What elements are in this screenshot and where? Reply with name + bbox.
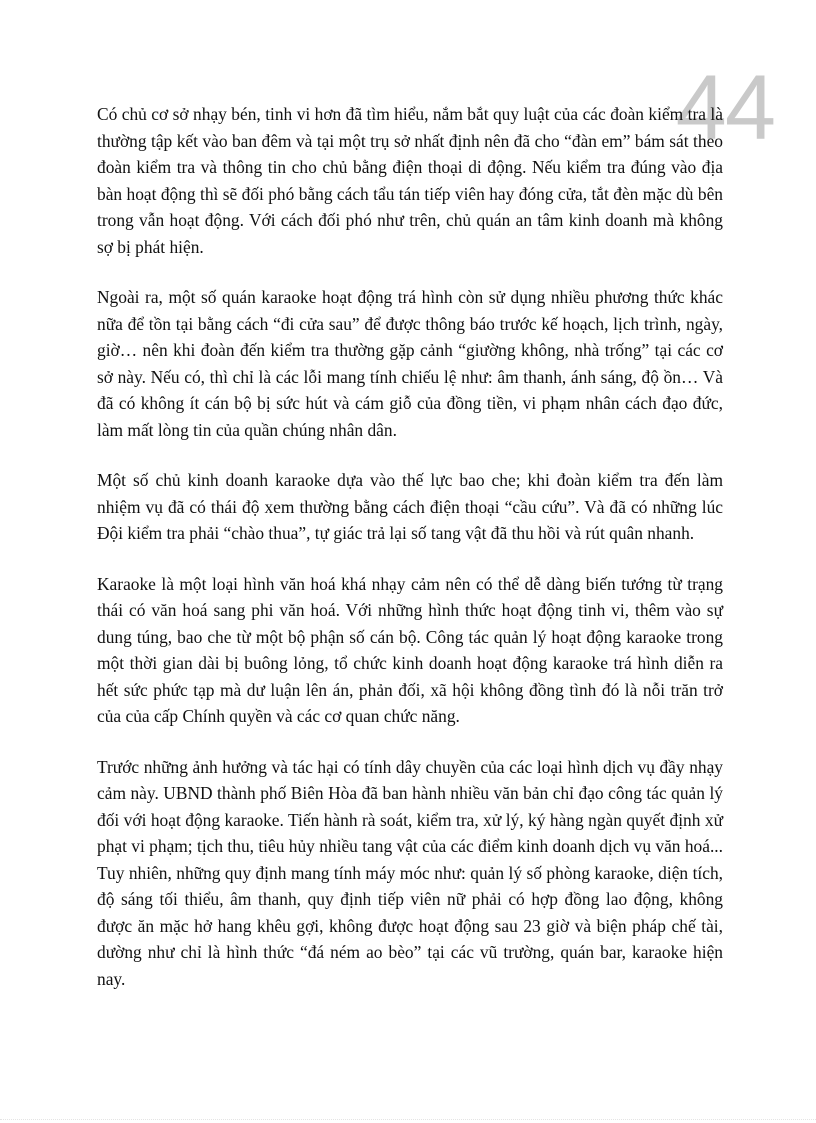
page-bottom-divider bbox=[0, 1119, 816, 1123]
paragraph-2: Ngoài ra, một số quán karaoke hoạt động trá hình còn sử dụng nhiều phương thức khác nữa để tồn tại bằng cách “đi cửa sau” để được thông báo trước kế hoạch, lịch trình, ngày, giờ… nên khi đoàn đến kiểm tra thường gặp cảnh “giường không, nhà trống” tại các cơ sở này. Nếu có, thì chỉ là các lỗi mang tính chiếu lệ như: âm thanh, ánh sáng, độ ồn… Và đã có không ít cán bộ bị sức hút và cám giỗ của đồng tiền, vi phạm nhân cách đạo đức, làm mất lòng tin của quần chúng nhân dân. bbox=[97, 287, 723, 440]
page-number: 44 bbox=[675, 57, 774, 159]
paragraph-5: Trước những ảnh hưởng và tác hại có tính dây chuyền của các loại hình dịch vụ đầy nhạy cảm này. UBND thành phố Biên Hòa đã ban hành nhiều văn bản chỉ đạo công tác quản lý đối với hoạt động karaoke. Tiến hành rà soát, kiểm tra, xử lý, ký hàng ngàn quyết định xử phạt vi phạm; tịch thu, tiêu hủy nhiều tang vật của các điểm kinh doanh dịch vụ văn hoá... Tuy nhiên, những quy định mang tính máy móc như: quản lý số phòng karaoke, diện tích, độ sáng tối thiểu, âm thanh, quy định tiếp viên nữ phải có hợp đồng lao động, không được ăn mặc hở hang khêu gợi, không được hoạt động sau 23 giờ và biện pháp chế tài, dường như chỉ là hình thức “đá ném ao bèo” tại các vũ trường, quán bar, karaoke hiện nay. bbox=[97, 756, 723, 989]
document-body bbox=[97, 101, 723, 1016]
paragraph-1: Có chủ cơ sở nhạy bén, tinh vi hơn đã tìm hiểu, nắm bắt quy luật của các đoàn kiểm tra là thường tập kết vào ban đêm và tại một trụ sở nhất định nên đã cho “đàn em” bám sát theo đoàn kiểm tra và thông tin cho chủ bằng điện thoại di động. Nếu kiểm tra đúng vào địa bàn hoạt động thì sẽ đối phó bằng cách tẩu tán tiếp viên hay đóng cửa, tắt đèn mặc dù bên trong vẫn hoạt động. Với cách đối phó như trên, chủ quán an tâm kinh doanh mà không sợ bị phát hiện. bbox=[97, 104, 723, 257]
paragraph-3: Một số chủ kinh doanh karaoke dựa vào thế lực bao che; khi đoàn kiểm tra đến làm nhiệm vụ đã có thái độ xem thường bằng cách điện thoại “cầu cứu”. Và đã có những lúc Đội kiểm tra phải “chào thua”, tự giác trả lại số tang vật đã thu hồi và rút quân nhanh. bbox=[97, 470, 723, 543]
paragraph-4: Karaoke là một loại hình văn hoá khá nhạy cảm nên có thể dễ dàng biến tướng từ trạng thái có văn hoá sang phi văn hoá. Với những hình thức hoạt động tinh vi, thêm vào sự dung túng, bao che từ một bộ phận số cán bộ. Công tác quản lý hoạt động karaoke trong một thời gian dài bị buông lỏng, tổ chức kinh doanh hoạt động karaoke trá hình diễn ra hết sức phức tạp mà dư luận lên án, phản đối, xã hội không đồng tình đó là nỗi trăn trở của của cấp Chính quyền và các cơ quan chức năng. bbox=[97, 573, 723, 726]
